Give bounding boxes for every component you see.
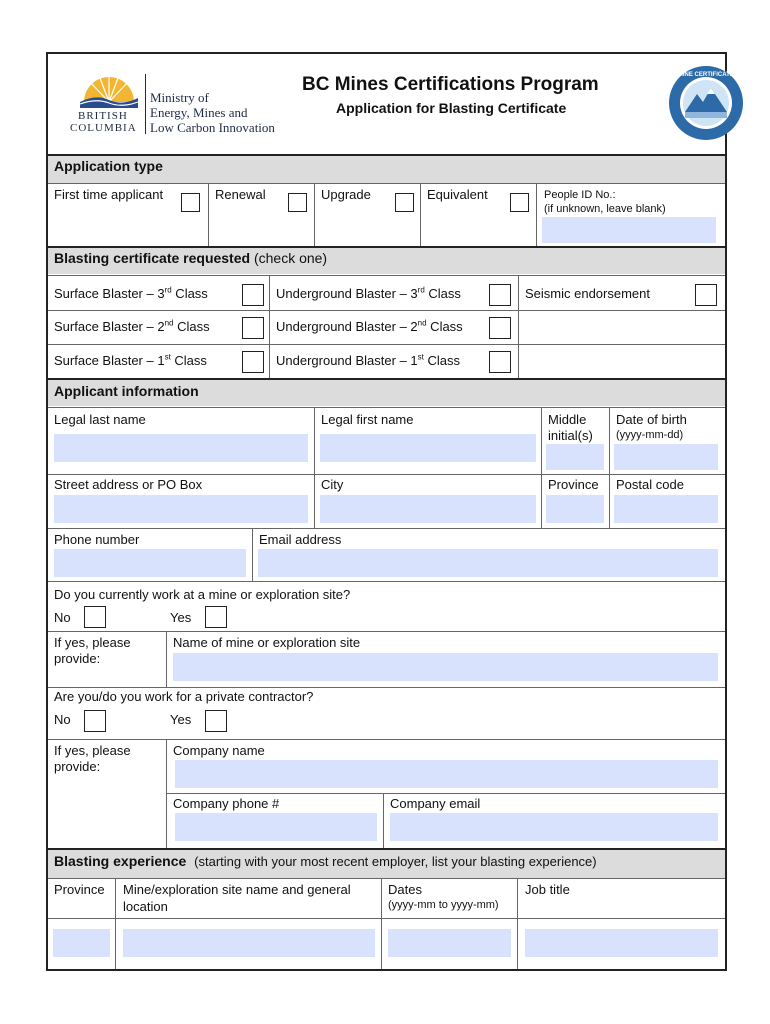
divider bbox=[381, 879, 382, 969]
company-phone-label: Company phone # bbox=[173, 796, 280, 811]
middle-initials-input[interactable] bbox=[546, 444, 604, 470]
divider bbox=[609, 408, 610, 474]
surface-blaster-1st-label: Surface Blaster – 1st Class bbox=[54, 352, 207, 368]
underground-blaster-1st-checkbox[interactable] bbox=[489, 351, 511, 373]
divider bbox=[518, 276, 519, 378]
email-address-label: Email address bbox=[259, 532, 342, 547]
divider bbox=[166, 632, 167, 687]
legal-first-name-input[interactable] bbox=[320, 434, 536, 462]
mine-no-label: No bbox=[54, 610, 71, 625]
section-heading-experience bbox=[54, 853, 597, 869]
province-input[interactable] bbox=[546, 495, 604, 523]
underground-blaster-3rd-label: Underground Blaster – 3rd Class bbox=[276, 285, 461, 301]
divider bbox=[208, 184, 209, 246]
legal-first-name-label: Legal first name bbox=[321, 412, 414, 427]
divider bbox=[48, 739, 725, 740]
mine-no-checkbox[interactable] bbox=[84, 606, 106, 628]
middle-initials-label-1: Middle bbox=[548, 412, 587, 427]
experience-heading: Blasting experience bbox=[54, 853, 187, 869]
street-address-label: Street address or PO Box bbox=[54, 477, 203, 492]
divider bbox=[115, 879, 116, 969]
mine-yes-label: Yes bbox=[170, 610, 192, 625]
upgrade-checkbox[interactable] bbox=[395, 193, 414, 212]
experience-heading-note: (starting with your most recent employer, list your blasting experience) bbox=[194, 854, 597, 869]
date-of-birth-input[interactable] bbox=[614, 444, 718, 470]
renewal-label: Renewal bbox=[215, 187, 266, 202]
divider bbox=[48, 310, 725, 311]
experience-site-header-2: location bbox=[123, 899, 168, 914]
renewal-checkbox[interactable] bbox=[288, 193, 307, 212]
page-title: BC Mines Certifications Program bbox=[302, 74, 599, 95]
mine-if-yes-label-1: If yes, please bbox=[54, 635, 131, 650]
divider bbox=[314, 184, 315, 246]
logo-divider bbox=[145, 74, 146, 134]
section-heading-applicant: Applicant information bbox=[54, 383, 199, 399]
certificate-heading-note: (check one) bbox=[253, 250, 328, 266]
divider bbox=[48, 474, 725, 475]
divider bbox=[541, 408, 542, 474]
divider bbox=[166, 740, 167, 849]
experience-site-header-1: Mine/exploration site name and general bbox=[123, 882, 351, 897]
company-phone-input[interactable] bbox=[175, 813, 377, 841]
seal-text: BC MINE CERTIFICATIONS bbox=[667, 72, 745, 78]
contractor-yes-label: Yes bbox=[170, 712, 192, 727]
underground-blaster-3rd-checkbox[interactable] bbox=[489, 284, 511, 306]
divider bbox=[48, 687, 725, 688]
mine-name-input[interactable] bbox=[173, 653, 718, 681]
postal-code-label: Postal code bbox=[616, 477, 684, 492]
contractor-question: Are you/do you work for a private contractor? bbox=[54, 689, 314, 704]
divider bbox=[269, 276, 270, 378]
divider bbox=[383, 794, 384, 849]
province-label: Province bbox=[548, 477, 599, 492]
divider bbox=[167, 793, 725, 794]
company-name-input[interactable] bbox=[175, 760, 718, 788]
people-id-input[interactable] bbox=[542, 217, 716, 243]
divider bbox=[48, 878, 725, 879]
divider bbox=[536, 184, 537, 246]
phone-number-input[interactable] bbox=[54, 549, 246, 577]
surface-blaster-2nd-checkbox[interactable] bbox=[242, 317, 264, 339]
surface-blaster-1st-checkbox[interactable] bbox=[242, 351, 264, 373]
phone-number-label: Phone number bbox=[54, 532, 140, 547]
surface-blaster-2nd-label: Surface Blaster – 2nd Class bbox=[54, 318, 210, 334]
underground-blaster-2nd-label: Underground Blaster – 2nd Class bbox=[276, 318, 463, 334]
certificate-heading: Blasting certificate requested bbox=[54, 250, 251, 266]
divider bbox=[48, 344, 725, 345]
section-heading-certificate bbox=[54, 250, 327, 266]
divider bbox=[609, 475, 610, 528]
experience-job-title-header: Job title bbox=[525, 882, 570, 897]
experience-dates-input[interactable] bbox=[388, 929, 511, 957]
first-time-applicant-label: First time applicant bbox=[54, 187, 164, 202]
divider bbox=[420, 184, 421, 246]
experience-dates-format: (yyyy-mm to yyyy-mm) bbox=[388, 899, 499, 911]
divider bbox=[314, 475, 315, 528]
mine-question: Do you currently work at a mine or exploration site? bbox=[54, 587, 351, 602]
ministry-line-1: Ministry of bbox=[150, 90, 209, 105]
underground-blaster-1st-label: Underground Blaster – 1st Class bbox=[276, 352, 461, 368]
seismic-endorsement-checkbox[interactable] bbox=[695, 284, 717, 306]
divider bbox=[48, 631, 725, 632]
org-province-line-2: COLUMBIA bbox=[70, 122, 137, 134]
company-name-label: Company name bbox=[173, 743, 265, 758]
company-email-input[interactable] bbox=[390, 813, 718, 841]
surface-blaster-3rd-label: Surface Blaster – 3rd Class bbox=[54, 285, 208, 301]
mine-if-yes-label-2: provide: bbox=[54, 651, 101, 666]
email-address-input[interactable] bbox=[258, 549, 718, 577]
mine-name-label: Name of mine or exploration site bbox=[173, 635, 361, 650]
surface-blaster-3rd-checkbox[interactable] bbox=[242, 284, 264, 306]
divider bbox=[48, 275, 725, 276]
postal-code-input[interactable] bbox=[614, 495, 718, 523]
experience-job-title-input[interactable] bbox=[525, 929, 718, 957]
people-id-note: (if unknown, leave blank) bbox=[544, 203, 666, 215]
equivalent-label: Equivalent bbox=[427, 187, 488, 202]
mine-yes-checkbox[interactable] bbox=[205, 606, 227, 628]
bc-government-logo bbox=[66, 70, 286, 140]
upgrade-label: Upgrade bbox=[321, 187, 371, 202]
underground-blaster-2nd-checkbox[interactable] bbox=[489, 317, 511, 339]
sunrise-icon bbox=[76, 72, 142, 108]
divider bbox=[252, 529, 253, 581]
divider bbox=[48, 528, 725, 529]
contractor-if-yes-label-2: provide: bbox=[54, 759, 101, 774]
legal-last-name-input[interactable] bbox=[54, 434, 308, 462]
divider bbox=[314, 408, 315, 474]
experience-dates-header: Dates bbox=[388, 882, 422, 897]
ministry-line-2: Energy, Mines and bbox=[150, 105, 248, 120]
first-time-applicant-checkbox[interactable] bbox=[181, 193, 200, 212]
equivalent-checkbox[interactable] bbox=[510, 193, 529, 212]
divider bbox=[48, 581, 725, 582]
divider bbox=[48, 407, 725, 408]
divider bbox=[541, 475, 542, 528]
page-subtitle: Application for Blasting Certificate bbox=[336, 100, 567, 116]
city-label: City bbox=[321, 477, 344, 492]
experience-site-input[interactable] bbox=[123, 929, 375, 957]
divider bbox=[48, 183, 725, 184]
mine-certifications-seal bbox=[667, 64, 745, 142]
contractor-no-label: No bbox=[54, 712, 71, 727]
contractor-no-checkbox[interactable] bbox=[84, 710, 106, 732]
date-of-birth-label: Date of birth bbox=[616, 412, 687, 427]
contractor-yes-checkbox[interactable] bbox=[205, 710, 227, 732]
experience-province-input[interactable] bbox=[53, 929, 110, 957]
section-heading-application-type: Application type bbox=[54, 158, 163, 174]
ministry-line-3: Low Carbon Innovation bbox=[150, 120, 275, 135]
street-address-input[interactable] bbox=[54, 495, 308, 523]
company-email-label: Company email bbox=[390, 796, 481, 811]
org-province-line-1: BRITISH bbox=[78, 110, 128, 122]
divider bbox=[48, 918, 725, 919]
divider bbox=[517, 879, 518, 969]
middle-initials-label-2: initial(s) bbox=[548, 428, 593, 443]
experience-province-header: Province bbox=[54, 882, 105, 897]
people-id-label: People ID No.: bbox=[544, 189, 616, 201]
seismic-endorsement-label: Seismic endorsement bbox=[525, 286, 650, 301]
city-input[interactable] bbox=[320, 495, 536, 523]
date-of-birth-format: (yyyy-mm-dd) bbox=[616, 429, 684, 441]
legal-last-name-label: Legal last name bbox=[54, 412, 146, 427]
contractor-if-yes-label-1: If yes, please bbox=[54, 743, 131, 758]
